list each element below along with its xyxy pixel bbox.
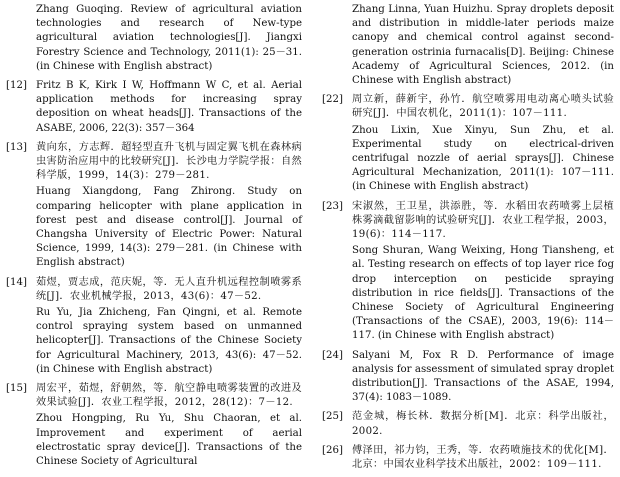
reference-text-chinese: 茹煜，贾志成，范庆妮，等．无人直升机远程控制喷雾系统[J]．农业机械学报，2013，43(6)：47－52. xyxy=(36,276,302,302)
reference-text: Salyani M, Fox R D. Performance of image analysis for assessment of simulated spray droplet distribution[J]. Transactions of the ASAE, 1994, 37(4): 1083－1089. xyxy=(352,349,614,404)
reference-text-chinese: 周宏平，茹煜，舒朝然，等．航空静电喷雾装置的改进及效果试验[J]．农业工程学报，2012，28(12)：7－12. xyxy=(36,383,302,409)
reference-text: Fritz B K, Kirk I W, Hoffmann W C, et al. Aerial application methods for increasing spray deposition on wheat heads[J]. Transactions of the ASABE, 2006, 22(3): 357－364 xyxy=(36,80,302,134)
reference-body xyxy=(36,382,302,469)
reference-text: Zhang Guoqing. Review of agricultural aviation technologies and research of New-type agricultural aviation technologies[J]. Jiangxi Forestry Science and Technology, 2011(1): 25－31. (in Chinese with English abstract) xyxy=(36,4,302,72)
reference-number: [24] xyxy=(322,349,343,361)
reference-entry xyxy=(6,276,302,377)
reference-body xyxy=(352,93,614,194)
reference-continuation xyxy=(322,3,614,88)
reference-entry xyxy=(322,444,614,472)
reference-number: [13] xyxy=(6,141,27,153)
reference-text: Song Shuran, Wang Weixing, Hong Tiansheng, et al. Testing research on effects of top layer rice fog drop interception on pesticide spraying distribution in rice fields[J]. Transactions of the Chinese Society of Agricultural Engineering (Transactions of the CSAE), 2003, 19(6): 114－117. (in Chinese with English abstract) xyxy=(352,245,614,342)
reference-text-chinese: 傅泽田，祁力钧，王秀，等．农药喷施技术的优化[M]．北京：中国农业科学技术出版社，2002：109－111. xyxy=(352,444,614,471)
reference-number: [22] xyxy=(322,94,343,106)
reference-number: [12] xyxy=(6,80,27,92)
reference-body xyxy=(352,444,614,472)
reference-entry xyxy=(322,93,614,194)
reference-body xyxy=(36,276,302,377)
reference-number: [25] xyxy=(322,411,343,423)
reference-entry xyxy=(6,79,302,136)
reference-number: [23] xyxy=(322,200,343,212)
reference-text-chinese: 宋淑然，王卫星，洪添胜，等．水稻田农药喷雾上层植株雾滴截留影响的试验研究[J]．农业工程学报，2003，19(6)：114－117. xyxy=(352,200,614,241)
reference-text: Huang Xiangdong, Fang Zhirong. Study on comparing helicopter with plane application in forest pest and disease control[J]. Journal of Changsha University of Electric Power: Natural Science, 1999, 14(3): 279－281. (in Chinese with English abstract) xyxy=(36,186,302,269)
left-column xyxy=(6,3,302,474)
reference-entry xyxy=(6,382,302,469)
reference-text-chinese: 周立新，薛新宇，孙竹．航空喷雾用电动离心喷头试验研究[J]．中国农机化，2011(1)：107－111. xyxy=(352,94,614,120)
reference-text-chinese: 黄向东，方志辉．超轻型直升飞机与固定翼飞机在森林病虫害防治应用中的比较研究[J]．长沙电力学院学报：自然科学版，1999，14(3)：279－281. xyxy=(36,141,302,182)
reference-text: Ru Yu, Jia Zhicheng, Fan Qingni, et al. Remote control spraying system based on unmanned helicopter[J]. Transactions of the Chinese Society for Agricultural Machinery, 2013, 43(6): 47－52. (in Chinese with English abstract) xyxy=(36,307,302,375)
reference-text: Zhang Linna, Yuan Huizhu. Spray droplets deposit and distribution in middle-later periods maize canopy and chemical control against second-generation ostrinia furnacalis[D]. Beijing: Chinese Academy of Agricultural Sciences, 2012. (in Chinese with English abstract) xyxy=(352,4,614,87)
reference-body xyxy=(352,349,614,406)
reference-entry xyxy=(322,200,614,344)
reference-text-chinese: 范金城，梅长林．数据分析[M]．北京：科学出版社，2002. xyxy=(352,411,614,437)
reference-number: [15] xyxy=(6,383,27,395)
reference-text: Zhou Lixin, Xue Xinyu, Sun Zhu, et al. Experimental study on electrical-driven centrifugal nozzle of aerial sprays[J]. Chinese Agricultural Mechanization, 2011(1): 107－111. (in Chinese with English abstract) xyxy=(352,124,614,193)
right-column xyxy=(322,3,614,477)
reference-entry xyxy=(6,141,302,271)
reference-entry xyxy=(322,349,614,406)
reference-body xyxy=(36,79,302,136)
reference-body xyxy=(352,410,614,438)
reference-number: [26] xyxy=(322,444,343,456)
reference-number: [14] xyxy=(6,276,27,288)
reference-continuation xyxy=(6,3,302,74)
reference-text: Zhou Hongping, Ru Yu, Shu Chaoran, et al. Improvement and experiment of aerial electrostatic spray device[J]. Transactions of the Chinese Society of Agricultural xyxy=(36,413,302,468)
reference-body xyxy=(36,141,302,271)
reference-body xyxy=(352,200,614,344)
reference-entry xyxy=(322,410,614,438)
